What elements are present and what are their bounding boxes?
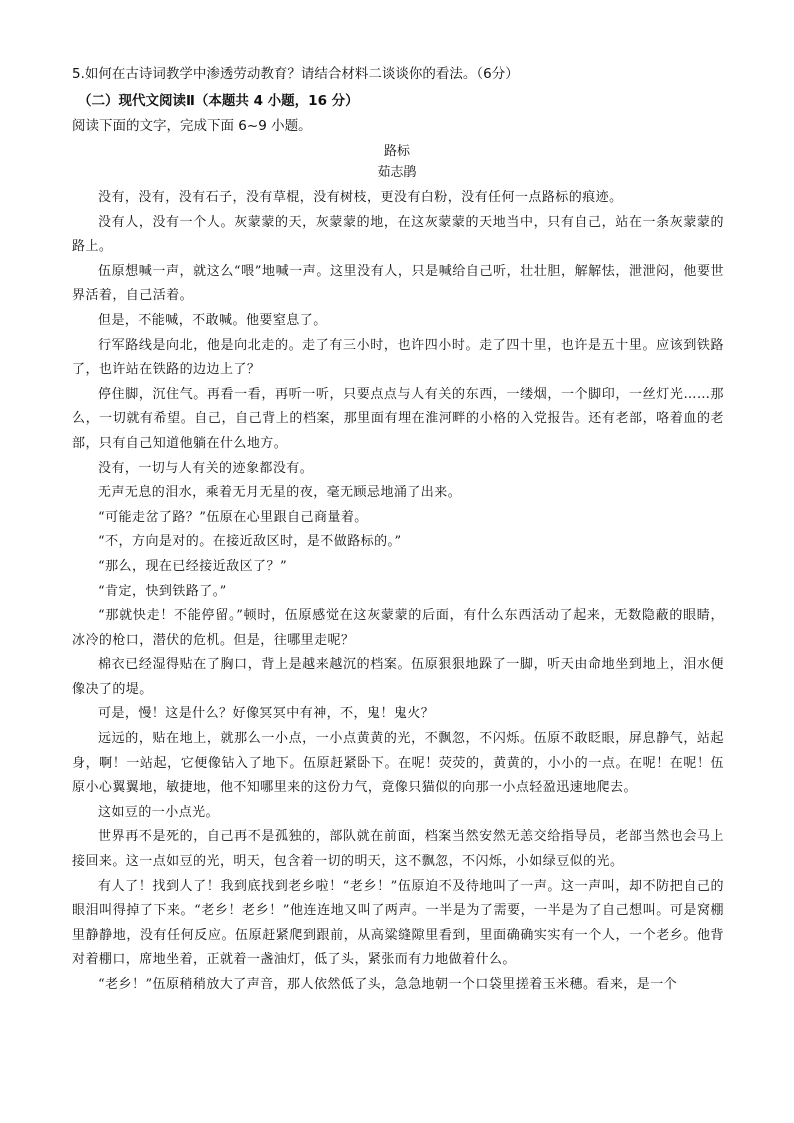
story-author: 茹志鹃 <box>377 165 417 180</box>
question-5: 5.如何在古诗词教学中渗透劳动教育？请结合材料二谈谈你的看法。（6分） <box>72 66 519 82</box>
story-paragraph: 没有，一切与人有关的迹象都没有。 <box>98 460 314 476</box>
story-paragraph: 停住脚，沉住气。再看一看，再听一听，只要点点与人有关的东西，一缕烟，一个脚印，一丝灯光……那么，一切就有希望。自己，自己背上的档案，那里面有埋在淮河畔的小格的入党报告。还有老部，咯着血的老部，只有自己知道他躺在什么地方。 <box>72 386 724 451</box>
story-paragraph: 但是，不能喊，不敢喊。他要窒息了。 <box>98 312 327 328</box>
story-paragraph: 没有，没有，没有石子，没有草棍，没有树枝，更没有白粉，没有任何一点路标的痕迹。 <box>98 190 623 205</box>
story-paragraph: 伍原想喊一声，就这么“喂”地喊一声。这里没有人，只是喊给自己听，壮壮胆，解解怯，泄泄闷，他要世界活着，自己活着。 <box>72 263 724 304</box>
story-paragraph: 棉衣已经湿得贴在了胸口，背上是越来越沉的档案。伍原狠狠地跺了一脚，听天由命地坐到地上，泪水便像决了的堤。 <box>72 657 724 697</box>
story-paragraph: “老乡！”伍原稍稍放大了声音，那人依然低了头，急急地朝一个口袋里搓着玉米穗。看来，是一个 <box>98 977 678 992</box>
story-paragraph: 远远的，贴在地上，就那么一小点，一小点黄黄的光，不飘忽，不闪烁。伍原不敢眨眼，屏息静气，站起身，啊！一站起，它便像钻入了地下。伍原赶紧卧下。在呢！荧荧的，黄黄的，小小的一点。在呢！在呢！伍原小心翼翼地，敏捷地，他不知哪里来的这份力气，竟像只猫似的向那一小点轻盈迅速地爬去。 <box>72 731 724 796</box>
story-paragraph: “那就快走！不能停留。”顿时，伍原感觉在这灰蒙蒙的后面，有什么东西活动了起来，无数隐蔽的眼睛，冰冷的枪口，潜伏的危机。但是，往哪里走呢？ <box>72 608 724 648</box>
story-paragraph: 世界再不是死的，自己再不是孤独的，部队就在前面，档案当然安然无恙交给指导员，老部当然也会马上接回来。这一点如豆的光，明天，包含着一切的明天，这不飘忽，不闪烁，小如绿豆似的光。 <box>72 829 724 870</box>
story-paragraph: 可是，慢！这是什么？好像冥冥中有神，不，鬼！鬼火？ <box>98 706 435 722</box>
story-paragraph: 没有人，没有一个人。灰蒙蒙的天，灰蒙蒙的地，在这灰蒙蒙的天地当中，只有自己，站在一条灰蒙蒙的路上。 <box>72 214 724 255</box>
story-paragraph: “可能走岔了路？”伍原在心里跟自己商量着。 <box>98 509 368 525</box>
section-header: （二）现代文阅读Ⅱ（本题共 4 小题，16 分） <box>78 93 359 109</box>
story-paragraph: “肯定，快到铁路了。” <box>98 583 227 599</box>
story-body <box>72 186 724 998</box>
story-paragraph: “不，方向是对的。在接近敌区时，是不做路标的。” <box>98 534 402 550</box>
story-title: 路标 <box>383 144 410 159</box>
story-paragraph: 无声无息的泪水，乘着无月无星的夜，毫无顾忌地涌了出来。 <box>98 485 462 501</box>
story-paragraph: 行军路线是向北，他是向北走的。走了有三小时，也许四小时。走了四十里，也许是五十里。应该到铁路了，也许站在铁路的边边上了？ <box>72 337 724 378</box>
story-paragraph: 有人了！找到人了！我到底找到老乡啦！“老乡！”伍原迫不及待地叫了一声。这一声叫，却不防把自己的眼泪叫得掉了下来。“老乡！老乡！”他连连地又叫了两声。一半是为了需要，一半是为了自己想叫。可是窝棚里静静地，没有任何反应。伍原赶紧爬到跟前，从高粱缝隙里看到，里面确确实实有一个人，一个老乡。他背对着棚口，席地坐着，正就着一盏油灯，低了头，紧张而有力地做着什么。 <box>72 878 724 968</box>
reading-instruction: 阅读下面的文字，完成下面 6~9 小题。 <box>72 118 312 134</box>
story-paragraph: 这如豆的一小点光。 <box>98 804 220 820</box>
story-paragraph: “那么，现在已经接近敌区了？” <box>98 558 288 574</box>
